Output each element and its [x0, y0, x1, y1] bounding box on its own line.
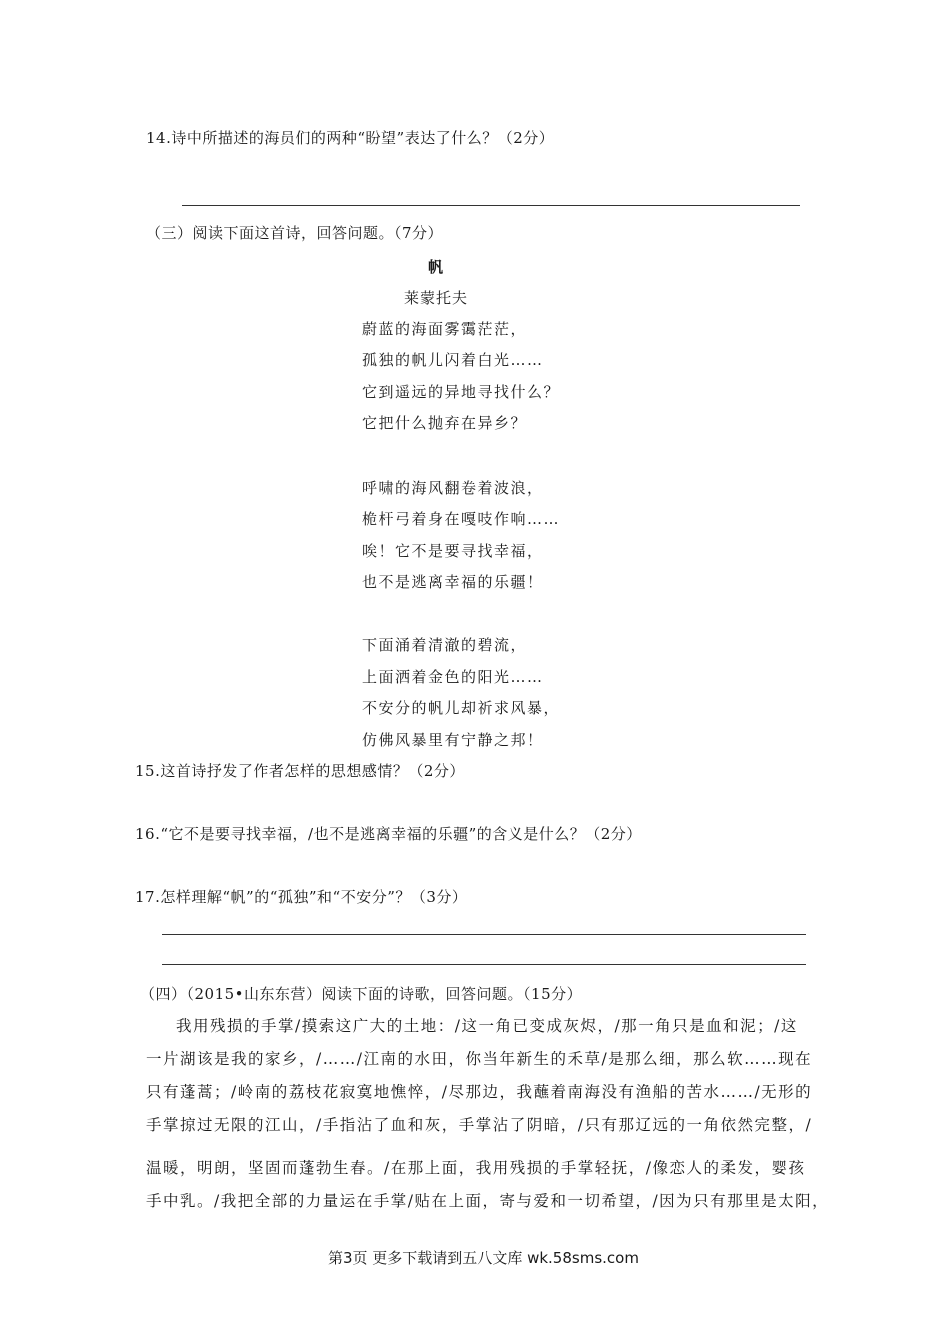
poem-line: 呼啸的海风翻卷着波浪， [362, 479, 544, 497]
question-16: 16.“它不是要寻找幸福，/也不是逃离幸福的乐疆”的含义是什么？（2分） [135, 825, 642, 843]
poem-line: 也不是逃离幸福的乐疆！ [362, 573, 544, 591]
answer-line [182, 205, 800, 206]
passage-line: 手掌掠过无限的江山，/手指沾了血和灰，手掌沾了阴暗，/只有那辽远的一角依然完整，/ [146, 1116, 813, 1134]
poem-line: 蔚蓝的海面雾霭茫茫， [362, 320, 528, 338]
passage-line: 温暖，明朗，坚固而蓬勃生春。/在那上面，我用残损的手掌轻抚，/像恋人的柔发，婴孩 [146, 1159, 806, 1177]
question-17: 17.怎样理解“帆”的“孤独”和“不安分”？（3分） [135, 888, 468, 906]
question-14: 14.诗中所描述的海员们的两种“盼望”表达了什么？（2分） [146, 129, 555, 147]
poem-author: 莱蒙托夫 [404, 289, 469, 307]
passage-line: 我用残损的手掌/摸索这广大的土地：/这一角已变成灰烬，/那一角只是血和泥；/这 [176, 1017, 798, 1035]
answer-line [162, 934, 806, 935]
page-footer: 第3页 更多下载请到五八文库 wk.58sms.com [328, 1249, 639, 1267]
poem-line: 不安分的帆儿却祈求风暴， [362, 699, 561, 717]
poem-line: 上面洒着金色的阳光…… [362, 668, 544, 686]
passage-line: 只有蓬蒿；/岭南的荔枝花寂寞地憔悴，/尽那边，我蘸着南海没有渔船的苦水……/无形的 [146, 1083, 813, 1101]
passage-line: 一片湖该是我的家乡，/……/江南的水田，你当年新生的禾草/是那么细，那么软……现在 [146, 1050, 813, 1068]
poem-line: 它到遥远的异地寻找什么？ [362, 383, 561, 401]
poem-line: 下面涌着清澈的碧流， [362, 636, 528, 654]
poem-line: 仿佛风暴里有宁静之邦！ [362, 731, 544, 749]
section-3-heading: （三）阅读下面这首诗，回答问题。（7分） [146, 224, 444, 242]
poem-line: 孤独的帆儿闪着白光…… [362, 351, 544, 369]
poem-title: 帆 [428, 258, 444, 276]
poem-line: 唉！它不是要寻找幸福， [362, 542, 544, 560]
question-15: 15.这首诗抒发了作者怎样的思想感情？（2分） [135, 762, 465, 780]
answer-line [162, 964, 806, 965]
passage-line: 手中乳。/我把全部的力量运在手掌/贴在上面，寄与爱和一切希望，/因为只有那里是太阳， [146, 1192, 830, 1210]
poem-line: 它把什么抛弃在异乡？ [362, 414, 528, 432]
poem-line: 桅杆弓着身在嘎吱作响…… [362, 510, 561, 528]
section-4-heading: （四）（2015•山东东营）阅读下面的诗歌，回答问题。（15分） [140, 985, 583, 1003]
